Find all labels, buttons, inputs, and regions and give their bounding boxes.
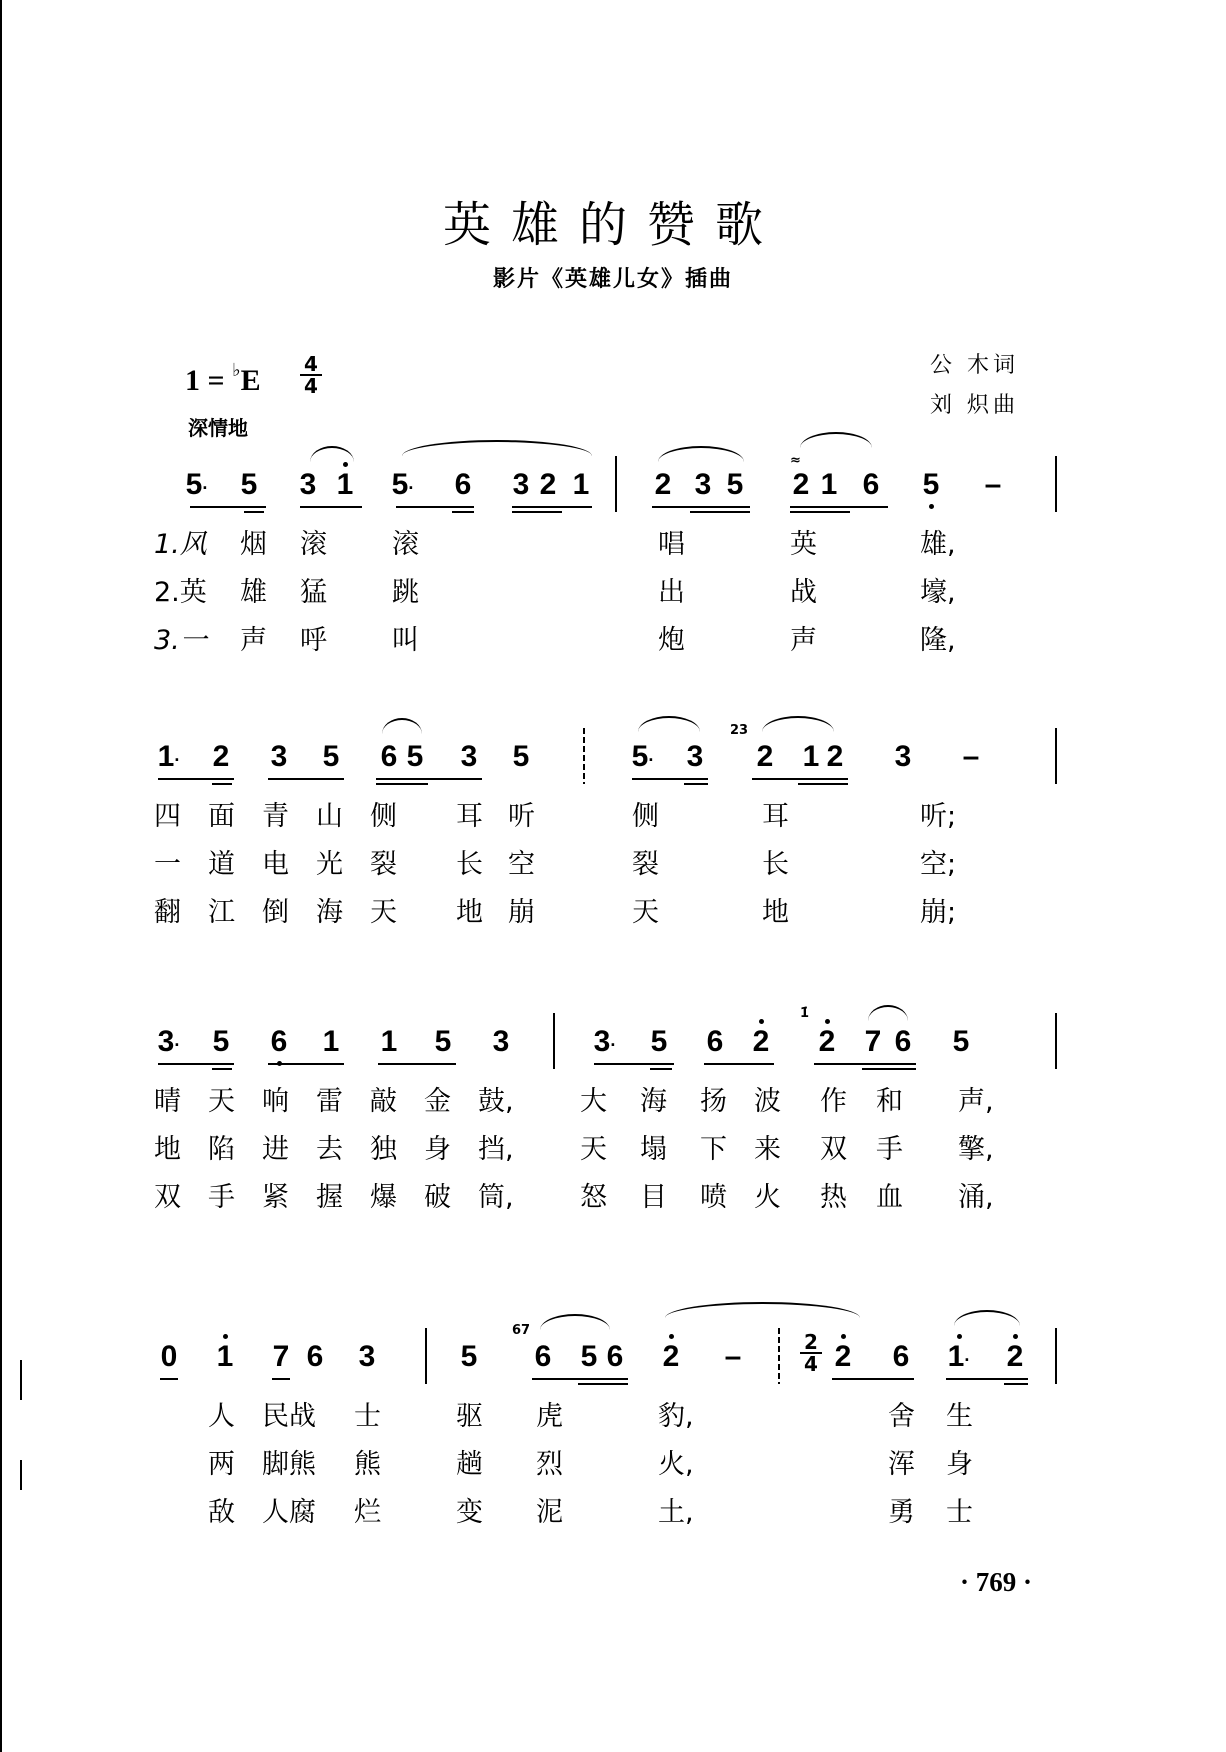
underline: [452, 511, 474, 513]
lyric: 江: [208, 897, 235, 928]
song-subtitle: 影片《英雄儿女》插曲: [492, 267, 733, 292]
underline: [704, 1063, 774, 1065]
note: 3: [492, 1025, 510, 1058]
note: 5·: [185, 468, 209, 501]
key-signature: [185, 360, 261, 398]
lyric: 喷: [700, 1182, 727, 1213]
lyric: 大: [580, 1086, 607, 1117]
lyric: 2.英: [154, 577, 207, 608]
lyric: 海: [640, 1086, 667, 1117]
lyric: 出: [658, 577, 685, 608]
note: 1: [802, 740, 820, 773]
note: 5: [952, 1025, 970, 1058]
underline: [158, 778, 234, 780]
lyric: 涌,: [958, 1182, 994, 1213]
lyric: 听: [508, 801, 535, 832]
note: 1: [572, 468, 590, 501]
note: 1: [820, 468, 838, 501]
note: 2: [826, 740, 844, 773]
underline: [160, 1378, 178, 1380]
lyric-verse-3: [150, 898, 1075, 946]
note: –: [962, 740, 980, 773]
note: 6: [380, 740, 398, 773]
grace-note: 67: [512, 1323, 531, 1338]
barline: [1055, 456, 1057, 512]
lyric: 3.一: [154, 625, 207, 656]
underline: [1004, 1383, 1028, 1385]
note: 5: [512, 740, 530, 773]
underline: [268, 778, 344, 780]
lyric: 烈: [536, 1449, 563, 1480]
lyric: 滚: [392, 529, 419, 560]
notation-line: [150, 1323, 1075, 1390]
note: 5: [212, 1025, 230, 1058]
note: –: [984, 468, 1002, 501]
lyric: 天: [580, 1134, 607, 1165]
note: 5: [918, 468, 944, 502]
lyric: 光: [316, 849, 343, 880]
lyric: 血: [876, 1182, 903, 1213]
note: 3: [460, 740, 478, 773]
note: 7: [864, 1025, 882, 1058]
lyric: 四: [154, 801, 181, 832]
lyric: 崩;: [920, 897, 957, 928]
lyric-verse-2: [150, 578, 1075, 626]
note: 6: [706, 1025, 724, 1058]
scan-artifact: [20, 1460, 22, 1490]
underline: [650, 1068, 672, 1070]
lyric: 两: [208, 1449, 235, 1480]
lyric: 虎: [536, 1401, 563, 1432]
barline: [425, 1328, 427, 1384]
time-signature: [300, 354, 322, 396]
note: 5: [650, 1025, 668, 1058]
lyric-verse-1: [150, 1402, 1075, 1450]
lyric-verse-3: [150, 1183, 1075, 1231]
note: 2: [792, 468, 810, 501]
underline: [814, 1063, 916, 1065]
underline: [684, 783, 708, 785]
underline: [790, 506, 888, 508]
note: 5·: [391, 468, 415, 501]
underline: [376, 783, 428, 785]
lyric: 来: [754, 1134, 781, 1165]
lyric: 地: [762, 897, 789, 928]
lyric: 声: [790, 625, 817, 656]
lyric: 人腐: [262, 1497, 316, 1528]
lyric: 挡,: [478, 1134, 514, 1165]
lyric: 敲: [370, 1086, 397, 1117]
lyric: 声: [240, 625, 267, 656]
underline: [396, 506, 474, 508]
lyrics-block: [150, 1402, 1075, 1546]
underline: [376, 778, 482, 780]
lyric: 下: [700, 1134, 727, 1165]
grace-note: 1̇: [800, 1006, 810, 1021]
underline: [578, 1383, 628, 1385]
lyric: 金: [424, 1086, 451, 1117]
time-numerator: 4: [300, 354, 322, 376]
lyric: 山: [316, 801, 343, 832]
lyric: 双: [820, 1134, 847, 1165]
time-denominator: 4: [304, 374, 318, 398]
lyric-verse-1: [150, 802, 1075, 850]
note: 3·: [157, 1025, 181, 1058]
lyric-verse-1: [150, 530, 1075, 578]
lyric: 熊: [354, 1449, 381, 1480]
note: 3: [894, 740, 912, 773]
lyric: 敌: [208, 1497, 235, 1528]
lyric: 波: [754, 1086, 781, 1117]
note: 2: [830, 1340, 856, 1374]
lyric: 身: [946, 1449, 973, 1480]
note: 6: [892, 1340, 910, 1373]
lyric: 趟: [456, 1449, 483, 1480]
note: 5: [240, 468, 258, 501]
underline: [798, 783, 848, 785]
underline: [158, 1063, 234, 1065]
key-prefix: 1 =: [185, 364, 233, 397]
notation-line: [150, 723, 1075, 790]
time-signature-change: [800, 1332, 822, 1374]
note: 6: [266, 1025, 292, 1059]
underline: [946, 1378, 1028, 1380]
lyric: 人: [208, 1401, 235, 1432]
lyric: 塌: [640, 1134, 667, 1165]
lyric-verse-1: [150, 1087, 1075, 1135]
lyric: 天: [208, 1086, 235, 1117]
underline: [652, 506, 750, 508]
slur: [658, 446, 744, 462]
note: 3: [512, 468, 530, 501]
lyric: 天: [370, 897, 397, 928]
underline: [532, 1378, 628, 1380]
underline: [212, 1068, 232, 1070]
lyric: 火,: [658, 1449, 694, 1480]
note: 3: [694, 468, 712, 501]
lyric: 隆,: [920, 625, 956, 656]
lyric: 雄,: [920, 529, 956, 560]
lyric: 地: [456, 897, 483, 928]
lyric: 猛: [300, 577, 327, 608]
lyric: 泥: [536, 1497, 563, 1528]
underline: [790, 511, 850, 513]
slur: [310, 446, 354, 462]
lyric: 和: [876, 1086, 903, 1117]
lyric: 晴: [154, 1086, 181, 1117]
barline: [1055, 728, 1057, 784]
note: 1 ·: [946, 1340, 972, 1377]
lyric: 裂: [370, 849, 397, 880]
page-number: · 769 ·: [960, 1567, 1033, 1597]
note: 2: [748, 1025, 774, 1059]
barline: [1055, 1328, 1057, 1384]
note: 5: [460, 1340, 478, 1373]
note: 1·: [157, 740, 181, 773]
lyric: 战: [790, 577, 817, 608]
note: 0: [160, 1340, 178, 1373]
lyric: 手: [208, 1182, 235, 1213]
note: 5: [726, 468, 744, 501]
tempo-marking: 深情地: [188, 416, 248, 440]
underline: [690, 511, 750, 513]
lyric: 唱: [658, 529, 685, 560]
note: 1: [322, 1025, 340, 1058]
underline: [594, 1063, 674, 1065]
lyrics-block: [150, 1087, 1075, 1231]
underline: [268, 1063, 344, 1065]
note: 5: [406, 740, 424, 773]
slur: [540, 1314, 610, 1330]
lyric: 呼: [300, 625, 327, 656]
lyric: 士: [946, 1497, 973, 1528]
slur: [402, 440, 592, 456]
barline: [615, 456, 617, 512]
lyric: 崩: [508, 897, 535, 928]
lyric: 倒: [262, 897, 289, 928]
lyric: 烂: [354, 1497, 381, 1528]
note: 5: [434, 1025, 452, 1058]
lyric: 耳: [762, 801, 789, 832]
lyric: 变: [456, 1497, 483, 1528]
lyric: 豹,: [658, 1401, 694, 1432]
lyric: 驱: [456, 1401, 483, 1432]
note: 5: [580, 1340, 598, 1373]
lyric: 筒,: [478, 1182, 514, 1213]
note: 2: [658, 1340, 684, 1374]
lyric: 双: [154, 1182, 181, 1213]
lyric: 独: [370, 1134, 397, 1165]
lyric: 士: [354, 1401, 381, 1432]
underline: [212, 783, 232, 785]
lyric: 面: [208, 801, 235, 832]
tie: [665, 1302, 860, 1318]
note: 7: [272, 1340, 290, 1373]
time-numerator: 2: [800, 1332, 822, 1354]
lyric: 怒: [580, 1182, 607, 1213]
underline: [512, 511, 562, 513]
lyric: 空;: [920, 849, 957, 880]
lyric: 翻: [154, 897, 181, 928]
lyric: 耳: [456, 801, 483, 832]
lyricist-credit: 公 木词: [930, 353, 1019, 378]
lyric: 脚熊: [262, 1449, 316, 1480]
scan-artifact: [20, 1360, 22, 1400]
note: 3: [270, 740, 288, 773]
lyric: 去: [316, 1134, 343, 1165]
lyric: 跳: [392, 577, 419, 608]
underline: [832, 1378, 914, 1380]
lyric: 电: [262, 849, 289, 880]
slur: [954, 1310, 1020, 1326]
composer-credit: 刘 炽曲: [930, 393, 1019, 418]
note: 2: [1002, 1340, 1028, 1374]
lyric: 火: [754, 1182, 781, 1213]
song-title: 英雄的赞歌: [442, 197, 783, 253]
note: 2: [814, 1025, 840, 1059]
underline: [512, 506, 592, 508]
underline: [272, 1378, 290, 1380]
lyrics-block: [150, 802, 1075, 946]
lyric: 勇: [888, 1497, 915, 1528]
barline: [583, 728, 585, 784]
grace-note: 23: [730, 723, 749, 738]
lyric: 鼓,: [478, 1086, 514, 1117]
slur: [382, 718, 422, 734]
lyric: 叫: [392, 625, 419, 656]
notation-line: [150, 1006, 1075, 1075]
note: 6: [862, 468, 880, 501]
lyric: 扬: [700, 1086, 727, 1117]
slur: [638, 716, 700, 732]
note: 3·: [593, 1025, 617, 1058]
lyric: 生: [946, 1401, 973, 1432]
lyric: 手: [876, 1134, 903, 1165]
key-letter: E: [240, 364, 261, 397]
slur: [800, 432, 872, 448]
lyric: 响: [262, 1086, 289, 1117]
note: 5·: [631, 740, 655, 773]
lyric: 1.风: [154, 529, 207, 560]
lyric: 裂: [632, 849, 659, 880]
lyric: 滚: [300, 529, 327, 560]
lyric: 青: [262, 801, 289, 832]
note: 1: [380, 1025, 398, 1058]
lyric: 舍: [888, 1401, 915, 1432]
note: 3: [358, 1340, 376, 1373]
lyric: 英: [790, 529, 817, 560]
lyric: 紧: [262, 1182, 289, 1213]
lyric-verse-2: [150, 1450, 1075, 1498]
underline: [632, 778, 708, 780]
lyric: 长: [456, 849, 483, 880]
slur: [762, 716, 834, 732]
note: 5: [322, 740, 340, 773]
lyric: 浑: [888, 1449, 915, 1480]
lyric-verse-3: [150, 626, 1075, 674]
lyric: 雄: [240, 577, 267, 608]
barline: [553, 1013, 555, 1069]
lyric: 壕,: [920, 577, 956, 608]
note: 1: [332, 468, 358, 502]
lyric: 民战: [262, 1401, 316, 1432]
lyric-verse-2: [150, 1135, 1075, 1183]
barline: [1055, 1013, 1057, 1069]
lyric: 道: [208, 849, 235, 880]
lyric: 土,: [658, 1497, 694, 1528]
lyric: 爆: [370, 1182, 397, 1213]
lyric: 长: [762, 849, 789, 880]
lyric: 声,: [958, 1086, 994, 1117]
lyric-verse-2: [150, 850, 1075, 898]
lyric: 进: [262, 1134, 289, 1165]
lyric: 目: [640, 1182, 667, 1213]
lyric: 身: [424, 1134, 451, 1165]
lyric-verse-3: [150, 1498, 1075, 1546]
underline: [378, 1063, 456, 1065]
lyric: 擎,: [958, 1134, 994, 1165]
lyric: 作: [820, 1086, 847, 1117]
note: 6: [894, 1025, 912, 1058]
lyric: 侧: [370, 801, 397, 832]
lyrics-block: [150, 530, 1075, 674]
time-denominator: 4: [804, 1352, 818, 1376]
lyric: 空: [508, 849, 535, 880]
note: –: [724, 1340, 742, 1373]
underline: [190, 506, 266, 508]
lyric: 海: [316, 897, 343, 928]
slur: [868, 1005, 908, 1021]
note: 6: [454, 468, 472, 501]
note: 2: [539, 468, 557, 501]
lyric: 炮: [658, 625, 685, 656]
lyric: 烟: [240, 529, 267, 560]
underline: [862, 1068, 916, 1070]
note: 6: [534, 1340, 552, 1373]
lyric: 握: [316, 1182, 343, 1213]
underline: [300, 506, 362, 508]
note: 3: [686, 740, 704, 773]
lyric: 陷: [208, 1134, 235, 1165]
lyric: 天: [632, 897, 659, 928]
note: 3: [299, 468, 317, 501]
barline: [778, 1328, 780, 1384]
lyric: 侧: [632, 801, 659, 832]
note: 2: [756, 740, 774, 773]
lyric: 听;: [920, 801, 957, 832]
note: 6: [306, 1340, 324, 1373]
lyric: 地: [154, 1134, 181, 1165]
underline: [752, 778, 848, 780]
note: 6: [606, 1340, 624, 1373]
lyric: 破: [424, 1182, 451, 1213]
underline: [244, 511, 264, 513]
lyric: 雷: [316, 1086, 343, 1117]
flat-icon: ♭: [232, 360, 241, 380]
notation-line: [150, 453, 1075, 518]
lyric: 一: [154, 849, 181, 880]
lyric: 热: [820, 1182, 847, 1213]
note: 1: [212, 1340, 238, 1374]
mordent-icon: ≈: [790, 453, 801, 468]
note: 2: [212, 740, 230, 773]
note: 2: [654, 468, 672, 501]
